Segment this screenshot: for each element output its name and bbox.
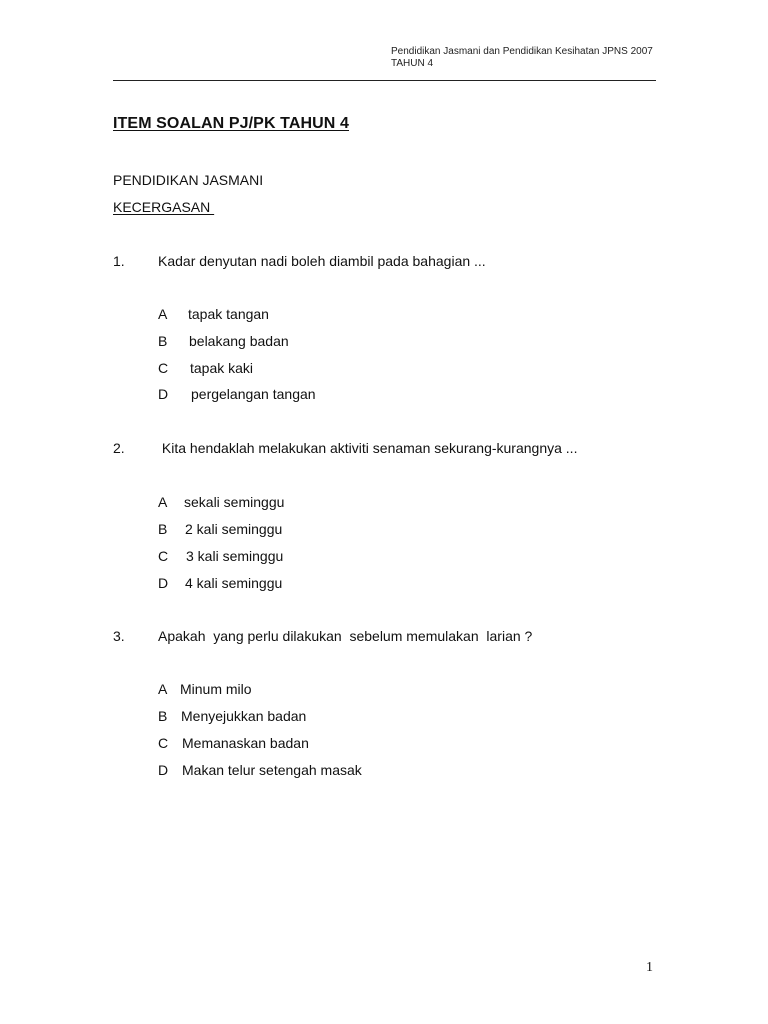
option-text: 2 kali seminggu [185, 521, 283, 537]
option-text: Memanaskan badan [182, 735, 309, 751]
option-letter: D [158, 386, 169, 402]
question-text: Apakah yang perlu dilakukan sebelum memulakan larian ? [158, 628, 533, 644]
option-letter: B [158, 708, 168, 724]
question-number: 1. [113, 253, 125, 269]
option-letter: C [158, 735, 169, 751]
document-title: ITEM SOALAN PJ/PK TAHUN 4 [113, 115, 349, 132]
option-text: pergelangan tangan [191, 386, 316, 402]
question-number: 3. [113, 628, 125, 644]
running-header-line1: Pendidikan Jasmani dan Pendidikan Kesihatan JPNS 2007 [391, 46, 653, 57]
option-text: 4 kali seminggu [185, 575, 283, 591]
option-text: sekali seminggu [184, 494, 285, 510]
option-letter: A [158, 306, 168, 322]
option-letter: C [158, 360, 169, 376]
header-divider [113, 80, 656, 81]
option-letter: D [158, 575, 169, 591]
option-letter: A [158, 681, 168, 697]
running-header-line2: TAHUN 4 [391, 58, 434, 69]
subject-heading: PENDIDIKAN JASMANI [113, 172, 264, 188]
option-letter: C [158, 548, 169, 564]
option-text: 3 kali seminggu [186, 548, 284, 564]
question-text: Kadar denyutan nadi boleh diambil pada bahagian ... [158, 253, 486, 269]
question-number: 2. [113, 440, 125, 456]
option-text: belakang badan [189, 333, 289, 349]
option-text: tapak tangan [188, 306, 269, 322]
option-letter: B [158, 521, 168, 537]
page-number: 1 [646, 960, 653, 975]
option-letter: D [158, 762, 169, 778]
topic-heading: KECERGASAN [113, 199, 215, 215]
question-text: Kita hendaklah melakukan aktiviti senaman sekurang-kurangnya ... [158, 440, 578, 456]
option-text: Makan telur setengah masak [182, 762, 362, 778]
option-text: Menyejukkan badan [181, 708, 307, 724]
option-letter: B [158, 333, 168, 349]
option-text: Minum milo [180, 681, 252, 697]
option-text: tapak kaki [190, 360, 254, 376]
option-letter: A [158, 494, 168, 510]
